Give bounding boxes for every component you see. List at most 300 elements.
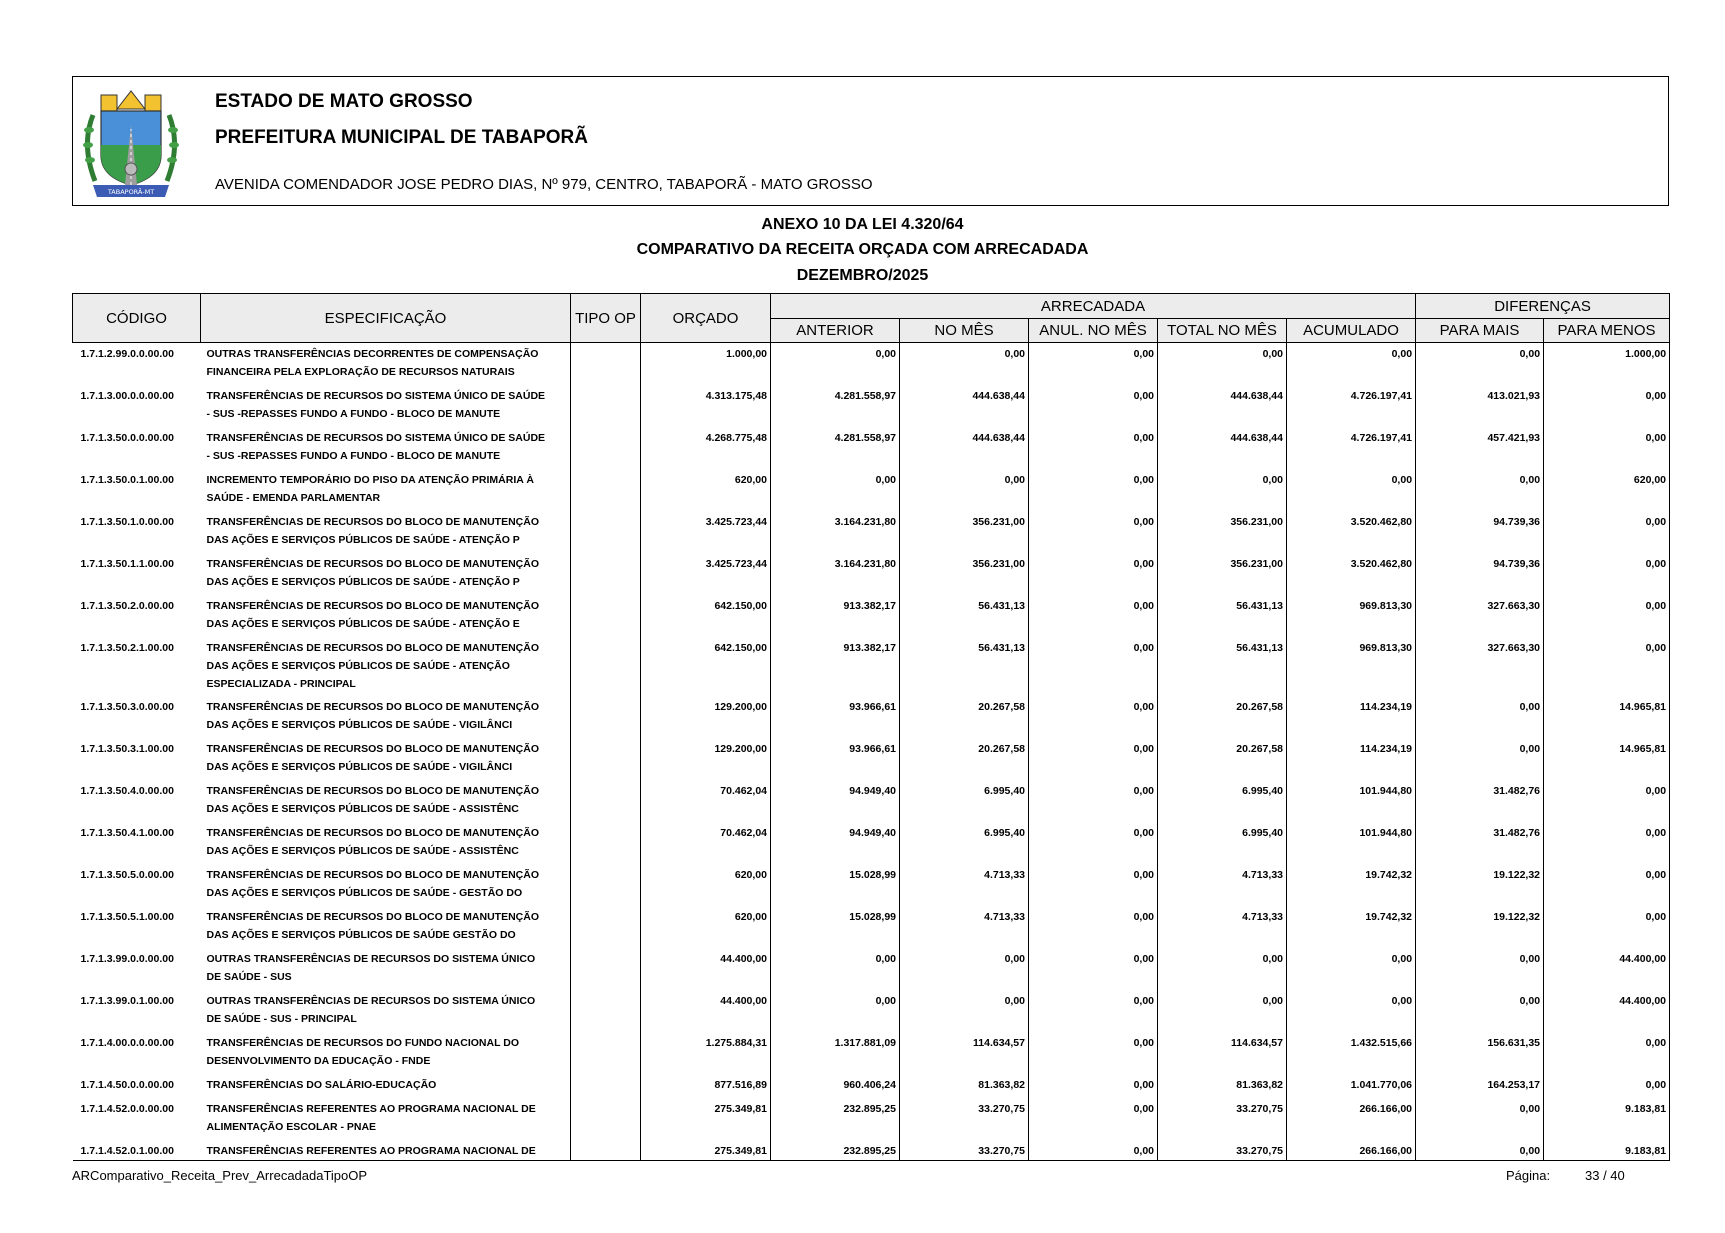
cell-anul-no-mes: 0,00	[1029, 990, 1158, 1032]
cell-para-mais: 31.482,76	[1416, 780, 1544, 822]
cell-orcado: 4.313.175,48	[641, 385, 771, 427]
cell-acumulado: 101.944,80	[1287, 822, 1416, 864]
cell-no-mes: 33.270,75	[900, 1140, 1029, 1161]
especificacao-line: - SUS -REPASSES FUNDO A FUNDO - BLOCO DE MANUTE	[206, 407, 501, 420]
table-row	[73, 948, 1670, 990]
cell-orcado: 3.425.723,44	[641, 553, 771, 595]
cell-tipo-op	[571, 1032, 641, 1074]
cell-para-menos: 14.965,81	[1544, 696, 1670, 738]
especificacao-line: TRANSFERÊNCIAS DE RECURSOS DO BLOCO DE MANUTENÇÃO	[206, 599, 540, 612]
cell-anul-no-mes: 0,00	[1029, 1098, 1158, 1140]
cell-especificacao	[201, 780, 571, 822]
cell-especificacao	[201, 864, 571, 906]
cell-acumulado: 0,00	[1287, 343, 1416, 385]
cell-orcado: 1.275.884,31	[641, 1032, 771, 1074]
cell-orcado: 275.349,81	[641, 1098, 771, 1140]
cell-para-mais: 19.122,32	[1416, 864, 1544, 906]
especificacao-line: - SUS -REPASSES FUNDO A FUNDO - BLOCO DE MANUTE	[206, 449, 501, 462]
cell-codigo: 1.7.1.3.50.4.0.00.00	[80, 784, 174, 797]
cell-tipo-op	[571, 343, 641, 385]
cell-tipo-op	[571, 553, 641, 595]
cell-anul-no-mes: 0,00	[1029, 385, 1158, 427]
especificacao-line: TRANSFERÊNCIAS DE RECURSOS DO BLOCO DE MANUTENÇÃO	[206, 515, 540, 528]
cell-acumulado: 114.234,19	[1287, 738, 1416, 780]
table-body	[73, 343, 1670, 1161]
cell-para-mais: 0,00	[1416, 343, 1544, 385]
cell-codigo: 1.7.1.3.00.0.0.00.00	[80, 389, 174, 402]
cell-para-menos: 0,00	[1544, 511, 1670, 553]
cell-tipo-op	[571, 948, 641, 990]
cell-codigo: 1.7.1.3.50.5.0.00.00	[80, 868, 174, 881]
cell-orcado: 44.400,00	[641, 948, 771, 990]
cell-codigo: 1.7.1.3.50.2.1.00.00	[80, 641, 174, 654]
cell-no-mes: 20.267,58	[900, 738, 1029, 780]
cell-total-no-mes: 20.267,58	[1158, 696, 1287, 738]
cell-orcado: 620,00	[641, 469, 771, 511]
cell-codigo: 1.7.1.3.50.0.0.00.00	[80, 431, 174, 444]
cell-anterior: 94.949,40	[771, 822, 900, 864]
cell-no-mes: 114.634,57	[900, 1032, 1029, 1074]
especificacao-line: TRANSFERÊNCIAS DE RECURSOS DO BLOCO DE MANUTENÇÃO	[206, 868, 540, 881]
cell-codigo: 1.7.1.3.50.2.0.00.00	[80, 599, 174, 612]
especificacao-line: FINANCEIRA PELA EXPLORAÇÃO DE RECURSOS NATURAIS	[206, 366, 515, 378]
table-row	[73, 780, 1670, 822]
cell-para-menos: 0,00	[1544, 427, 1670, 469]
cell-total-no-mes: 81.363,82	[1158, 1074, 1287, 1098]
cell-codigo: 1.7.1.3.50.1.1.00.00	[80, 557, 174, 570]
especificacao-line: TRANSFERÊNCIAS DE RECURSOS DO SISTEMA ÚNICO DE SAÚDE	[206, 431, 546, 444]
cell-no-mes: 0,00	[900, 948, 1029, 990]
cell-no-mes: 6.995,40	[900, 822, 1029, 864]
col-header-especificacao: ESPECIFICAÇÃO	[201, 294, 571, 343]
cell-tipo-op	[571, 990, 641, 1032]
page-label: Página:	[1506, 1168, 1551, 1183]
header-box	[72, 76, 1669, 206]
cell-anterior: 3.164.231,80	[771, 553, 900, 595]
cell-para-mais: 457.421,93	[1416, 427, 1544, 469]
table-row	[73, 990, 1670, 1032]
cell-tipo-op	[571, 427, 641, 469]
cell-total-no-mes: 20.267,58	[1158, 738, 1287, 780]
cell-especificacao	[201, 595, 571, 637]
cell-anul-no-mes: 0,00	[1029, 511, 1158, 553]
especificacao-line: DAS AÇÕES E SERVIÇOS PÚBLICOS DE SAÚDE - ATENÇÃO E	[206, 617, 520, 630]
especificacao-line: TRANSFERÊNCIAS DE RECURSOS DO BLOCO DE MANUTENÇÃO	[206, 557, 540, 570]
cell-no-mes: 0,00	[900, 343, 1029, 385]
cell-anterior: 3.164.231,80	[771, 511, 900, 553]
cell-no-mes: 6.995,40	[900, 780, 1029, 822]
cell-para-menos: 9.183,81	[1544, 1098, 1670, 1140]
cell-no-mes: 444.638,44	[900, 385, 1029, 427]
cell-anterior: 1.317.881,09	[771, 1032, 900, 1074]
cell-para-menos: 0,00	[1544, 595, 1670, 637]
cell-para-menos: 0,00	[1544, 637, 1670, 696]
cell-anul-no-mes: 0,00	[1029, 1140, 1158, 1161]
cell-acumulado: 3.520.462,80	[1287, 511, 1416, 553]
cell-codigo: 1.7.1.4.50.0.0.00.00	[80, 1078, 174, 1091]
table-row	[73, 343, 1670, 385]
cell-para-mais: 19.122,32	[1416, 906, 1544, 948]
cell-no-mes: 0,00	[900, 469, 1029, 511]
cell-acumulado: 0,00	[1287, 990, 1416, 1032]
municipal-crest-logo	[79, 85, 183, 201]
especificacao-line: OUTRAS TRANSFERÊNCIAS DE RECURSOS DO SISTEMA ÚNICO	[206, 952, 536, 965]
cell-tipo-op	[571, 906, 641, 948]
cell-anterior: 0,00	[771, 343, 900, 385]
table-row	[73, 1098, 1670, 1140]
col-group-diferencas: DIFERENÇAS	[1416, 294, 1670, 319]
cell-para-mais: 164.253,17	[1416, 1074, 1544, 1098]
cell-codigo: 1.7.1.3.50.3.0.00.00	[80, 700, 174, 713]
cell-anterior: 232.895,25	[771, 1140, 900, 1161]
cell-orcado: 44.400,00	[641, 990, 771, 1032]
especificacao-line: TRANSFERÊNCIAS DE RECURSOS DO BLOCO DE MANUTENÇÃO	[206, 826, 540, 839]
cell-no-mes: 4.713,33	[900, 864, 1029, 906]
cell-tipo-op	[571, 780, 641, 822]
cell-codigo: 1.7.1.3.99.0.0.00.00	[80, 952, 174, 965]
cell-acumulado: 1.041.770,06	[1287, 1074, 1416, 1098]
cell-especificacao	[201, 822, 571, 864]
cell-anterior: 94.949,40	[771, 780, 900, 822]
cell-acumulado: 4.726.197,41	[1287, 385, 1416, 427]
state-title: ESTADO DE MATO GROSSO	[215, 91, 473, 112]
revenue-comparison-table	[72, 293, 1670, 1161]
especificacao-line: DESENVOLVIMENTO DA EDUCAÇÃO - FNDE	[206, 1054, 431, 1067]
col-header-para-menos: PARA MENOS	[1544, 319, 1670, 343]
cell-total-no-mes: 444.638,44	[1158, 427, 1287, 469]
cell-anterior: 913.382,17	[771, 637, 900, 696]
cell-para-mais: 156.631,35	[1416, 1032, 1544, 1074]
page-number: 33 / 40	[1585, 1168, 1625, 1183]
col-header-acumulado: ACUMULADO	[1287, 319, 1416, 343]
cell-total-no-mes: 356.231,00	[1158, 553, 1287, 595]
cell-para-mais: 327.663,30	[1416, 637, 1544, 696]
cell-especificacao	[201, 1074, 571, 1098]
cell-orcado: 70.462,04	[641, 780, 771, 822]
cell-orcado: 3.425.723,44	[641, 511, 771, 553]
cell-anterior: 93.966,61	[771, 738, 900, 780]
cell-acumulado: 0,00	[1287, 948, 1416, 990]
cell-codigo: 1.7.1.3.50.4.1.00.00	[80, 826, 174, 839]
cell-acumulado: 266.166,00	[1287, 1140, 1416, 1161]
cell-anul-no-mes: 0,00	[1029, 822, 1158, 864]
col-header-total-no-mes: TOTAL NO MÊS	[1158, 319, 1287, 343]
cell-no-mes: 81.363,82	[900, 1074, 1029, 1098]
cell-anul-no-mes: 0,00	[1029, 553, 1158, 595]
cell-total-no-mes: 4.713,33	[1158, 864, 1287, 906]
report-title-annex: ANEXO 10 DA LEI 4.320/64	[761, 216, 964, 233]
cell-anul-no-mes: 0,00	[1029, 948, 1158, 990]
cell-codigo: 1.7.1.2.99.0.0.00.00	[80, 348, 174, 360]
cell-total-no-mes: 33.270,75	[1158, 1140, 1287, 1161]
especificacao-line: DAS AÇÕES E SERVIÇOS PÚBLICOS DE SAÚDE GESTÃO DO	[206, 928, 516, 941]
cell-acumulado: 101.944,80	[1287, 780, 1416, 822]
col-header-para-mais: PARA MAIS	[1416, 319, 1544, 343]
cell-especificacao	[201, 738, 571, 780]
especificacao-line: DE SAÚDE - SUS - PRINCIPAL	[206, 1012, 357, 1025]
cell-tipo-op	[571, 385, 641, 427]
especificacao-line: DAS AÇÕES E SERVIÇOS PÚBLICOS DE SAÚDE - ASSISTÊNC	[206, 802, 519, 815]
cell-anterior: 913.382,17	[771, 595, 900, 637]
cell-para-mais: 413.021,93	[1416, 385, 1544, 427]
cell-para-mais: 0,00	[1416, 738, 1544, 780]
cell-especificacao	[201, 637, 571, 696]
cell-codigo: 1.7.1.3.50.0.1.00.00	[80, 473, 174, 486]
cell-especificacao	[201, 343, 571, 385]
cell-anterior: 15.028,99	[771, 864, 900, 906]
cell-acumulado: 19.742,32	[1287, 864, 1416, 906]
cell-total-no-mes: 0,00	[1158, 948, 1287, 990]
cell-total-no-mes: 6.995,40	[1158, 822, 1287, 864]
cell-total-no-mes: 0,00	[1158, 343, 1287, 385]
cell-no-mes: 356.231,00	[900, 553, 1029, 595]
cell-anul-no-mes: 0,00	[1029, 780, 1158, 822]
cell-acumulado: 1.432.515,66	[1287, 1032, 1416, 1074]
col-header-codigo: CÓDIGO	[73, 294, 201, 343]
cell-anul-no-mes: 0,00	[1029, 738, 1158, 780]
cell-para-mais: 0,00	[1416, 1140, 1544, 1161]
cell-anterior: 960.406,24	[771, 1074, 900, 1098]
cell-para-menos: 14.965,81	[1544, 738, 1670, 780]
cell-acumulado: 969.813,30	[1287, 637, 1416, 696]
report-period: DEZEMBRO/2025	[796, 267, 929, 284]
cell-total-no-mes: 356.231,00	[1158, 511, 1287, 553]
cell-especificacao	[201, 696, 571, 738]
cell-no-mes: 56.431,13	[900, 637, 1029, 696]
cell-total-no-mes: 56.431,13	[1158, 595, 1287, 637]
cell-para-menos: 0,00	[1544, 385, 1670, 427]
cell-especificacao	[201, 990, 571, 1032]
cell-tipo-op	[571, 469, 641, 511]
especificacao-line: ALIMENTAÇÃO ESCOLAR - PNAE	[206, 1120, 377, 1133]
table-row	[73, 1074, 1670, 1098]
especificacao-line: TRANSFERÊNCIAS DO SALÁRIO-EDUCAÇÃO	[206, 1078, 437, 1091]
table-row	[73, 595, 1670, 637]
especificacao-line: SAÚDE - EMENDA PARLAMENTAR	[206, 491, 381, 504]
cell-no-mes: 444.638,44	[900, 427, 1029, 469]
especificacao-line: TRANSFERÊNCIAS DE RECURSOS DO BLOCO DE MANUTENÇÃO	[206, 641, 540, 654]
cell-tipo-op	[571, 1074, 641, 1098]
cell-orcado: 1.000,00	[641, 343, 771, 385]
especificacao-line: INCREMENTO TEMPORÁRIO DO PISO DA ATENÇÃO PRIMÁRIA À	[206, 473, 534, 486]
cell-orcado: 129.200,00	[641, 696, 771, 738]
cell-no-mes: 20.267,58	[900, 696, 1029, 738]
cell-para-mais: 94.739,36	[1416, 511, 1544, 553]
cell-orcado: 620,00	[641, 906, 771, 948]
cell-anul-no-mes: 0,00	[1029, 343, 1158, 385]
cell-total-no-mes: 4.713,33	[1158, 906, 1287, 948]
cell-tipo-op	[571, 738, 641, 780]
cell-acumulado: 0,00	[1287, 469, 1416, 511]
cell-anul-no-mes: 0,00	[1029, 469, 1158, 511]
address-line: AVENIDA COMENDADOR JOSE PEDRO DIAS, Nº 979, CENTRO, TABAPORÃ - MATO GROSSO	[215, 176, 873, 193]
cell-para-mais: 0,00	[1416, 469, 1544, 511]
cell-no-mes: 4.713,33	[900, 906, 1029, 948]
cell-acumulado: 4.726.197,41	[1287, 427, 1416, 469]
cell-codigo: 1.7.1.3.50.3.1.00.00	[80, 742, 174, 755]
table-row	[73, 738, 1670, 780]
table-row	[73, 553, 1670, 595]
cell-no-mes: 33.270,75	[900, 1098, 1029, 1140]
cell-para-menos: 0,00	[1544, 780, 1670, 822]
especificacao-line: DAS AÇÕES E SERVIÇOS PÚBLICOS DE SAÚDE - GESTÃO DO	[206, 886, 523, 899]
cell-orcado: 70.462,04	[641, 822, 771, 864]
cell-para-menos: 44.400,00	[1544, 948, 1670, 990]
cell-codigo: 1.7.1.3.99.0.1.00.00	[80, 994, 174, 1007]
table-row	[73, 427, 1670, 469]
crest-ribbon-text: TABAPORÃ-MT	[107, 188, 155, 196]
cell-para-menos: 1.000,00	[1544, 343, 1670, 385]
cell-orcado: 877.516,89	[641, 1074, 771, 1098]
cell-especificacao	[201, 1140, 571, 1161]
especificacao-line: DAS AÇÕES E SERVIÇOS PÚBLICOS DE SAÚDE - VIGILÂNCI	[206, 760, 513, 773]
cell-especificacao	[201, 553, 571, 595]
cell-para-menos: 0,00	[1544, 1074, 1670, 1098]
cell-total-no-mes: 0,00	[1158, 990, 1287, 1032]
cell-para-menos: 9.183,81	[1544, 1140, 1670, 1161]
cell-para-mais: 0,00	[1416, 990, 1544, 1032]
col-group-arrecadada: ARRECADADA	[771, 294, 1416, 319]
table-row	[73, 864, 1670, 906]
cell-especificacao	[201, 948, 571, 990]
table-row	[73, 469, 1670, 511]
cell-tipo-op	[571, 1098, 641, 1140]
cell-orcado: 642.150,00	[641, 595, 771, 637]
cell-tipo-op	[571, 1140, 641, 1161]
cell-orcado: 620,00	[641, 864, 771, 906]
cell-acumulado: 266.166,00	[1287, 1098, 1416, 1140]
especificacao-line: TRANSFERÊNCIAS DE RECURSOS DO BLOCO DE MANUTENÇÃO	[206, 742, 540, 755]
cell-anterior: 0,00	[771, 948, 900, 990]
cell-especificacao	[201, 1098, 571, 1140]
cell-especificacao	[201, 469, 571, 511]
especificacao-line: DE SAÚDE - SUS	[206, 970, 292, 983]
cell-especificacao	[201, 511, 571, 553]
cell-anterior: 4.281.558,97	[771, 385, 900, 427]
cell-codigo: 1.7.1.4.00.0.0.00.00	[80, 1036, 174, 1049]
cell-total-no-mes: 444.638,44	[1158, 385, 1287, 427]
cell-anul-no-mes: 0,00	[1029, 864, 1158, 906]
col-header-anul-no-mes: ANUL. NO MÊS	[1029, 319, 1158, 343]
cell-no-mes: 356.231,00	[900, 511, 1029, 553]
especificacao-line: DAS AÇÕES E SERVIÇOS PÚBLICOS DE SAÚDE - ATENÇÃO P	[206, 533, 520, 546]
cell-anterior: 232.895,25	[771, 1098, 900, 1140]
cell-anul-no-mes: 0,00	[1029, 1032, 1158, 1074]
cell-anterior: 93.966,61	[771, 696, 900, 738]
especificacao-line: TRANSFERÊNCIAS REFERENTES AO PROGRAMA NACIONAL DE	[206, 1144, 536, 1157]
cell-orcado: 4.268.775,48	[641, 427, 771, 469]
cell-especificacao	[201, 427, 571, 469]
especificacao-line: DAS AÇÕES E SERVIÇOS PÚBLICOS DE SAÚDE - VIGILÂNCI	[206, 718, 513, 731]
table-row	[73, 1032, 1670, 1074]
cell-tipo-op	[571, 696, 641, 738]
report-file-name: ARComparativo_Receita_Prev_ArrecadadaTipoOP	[72, 1168, 368, 1183]
especificacao-line: TRANSFERÊNCIAS REFERENTES AO PROGRAMA NACIONAL DE	[206, 1102, 536, 1115]
cell-tipo-op	[571, 637, 641, 696]
cell-codigo: 1.7.1.4.52.0.0.00.00	[80, 1102, 174, 1115]
cell-tipo-op	[571, 511, 641, 553]
cell-anul-no-mes: 0,00	[1029, 1074, 1158, 1098]
cell-para-menos: 0,00	[1544, 553, 1670, 595]
cell-orcado: 129.200,00	[641, 738, 771, 780]
col-header-anterior: ANTERIOR	[771, 319, 900, 343]
cell-para-mais: 94.739,36	[1416, 553, 1544, 595]
col-header-tipo-op: TIPO OP	[571, 294, 641, 343]
cell-especificacao	[201, 906, 571, 948]
cell-anterior: 4.281.558,97	[771, 427, 900, 469]
col-header-orcado: ORÇADO	[641, 294, 771, 343]
cell-para-menos: 0,00	[1544, 1032, 1670, 1074]
cell-total-no-mes: 6.995,40	[1158, 780, 1287, 822]
cell-orcado: 642.150,00	[641, 637, 771, 696]
cell-para-menos: 620,00	[1544, 469, 1670, 511]
especificacao-line: TRANSFERÊNCIAS DE RECURSOS DO BLOCO DE MANUTENÇÃO	[206, 700, 540, 713]
especificacao-line: OUTRAS TRANSFERÊNCIAS DE RECURSOS DO SISTEMA ÚNICO	[206, 994, 536, 1007]
cell-anterior: 0,00	[771, 469, 900, 511]
cell-anul-no-mes: 0,00	[1029, 906, 1158, 948]
table-row	[73, 696, 1670, 738]
cell-tipo-op	[571, 822, 641, 864]
especificacao-line: TRANSFERÊNCIAS DE RECURSOS DO BLOCO DE MANUTENÇÃO	[206, 910, 540, 923]
cell-para-menos: 44.400,00	[1544, 990, 1670, 1032]
especificacao-line: DAS AÇÕES E SERVIÇOS PÚBLICOS DE SAÚDE - ATENÇÃO P	[206, 575, 520, 588]
especificacao-line: TRANSFERÊNCIAS DE RECURSOS DO BLOCO DE MANUTENÇÃO	[206, 784, 540, 797]
cell-acumulado: 19.742,32	[1287, 906, 1416, 948]
cell-para-mais: 0,00	[1416, 696, 1544, 738]
cell-anul-no-mes: 0,00	[1029, 595, 1158, 637]
cell-total-no-mes: 0,00	[1158, 469, 1287, 511]
table-row	[73, 822, 1670, 864]
cell-anterior: 15.028,99	[771, 906, 900, 948]
report-title-main: COMPARATIVO DA RECEITA ORÇADA COM ARRECADADA	[636, 241, 1089, 258]
table-row	[73, 511, 1670, 553]
especificacao-line: DAS AÇÕES E SERVIÇOS PÚBLICOS DE SAÚDE - ATENÇÃO	[206, 659, 510, 672]
cell-anterior: 0,00	[771, 990, 900, 1032]
cell-total-no-mes: 114.634,57	[1158, 1032, 1287, 1074]
cell-anul-no-mes: 0,00	[1029, 696, 1158, 738]
cell-especificacao	[201, 1032, 571, 1074]
table-row	[73, 385, 1670, 427]
cell-total-no-mes: 33.270,75	[1158, 1098, 1287, 1140]
cell-codigo: 1.7.1.4.52.0.1.00.00	[73, 1140, 201, 1161]
cell-orcado: 275.349,81	[641, 1140, 771, 1161]
especificacao-line: DAS AÇÕES E SERVIÇOS PÚBLICOS DE SAÚDE - ASSISTÊNC	[206, 844, 519, 857]
cell-tipo-op	[571, 595, 641, 637]
cell-para-mais: 327.663,30	[1416, 595, 1544, 637]
cell-anul-no-mes: 0,00	[1029, 427, 1158, 469]
cell-para-mais: 0,00	[1416, 1098, 1544, 1140]
col-header-no-mes: NO MÊS	[900, 319, 1029, 343]
cell-acumulado: 114.234,19	[1287, 696, 1416, 738]
cell-para-mais: 0,00	[1416, 948, 1544, 990]
prefecture-title: PREFEITURA MUNICIPAL DE TABAPORÃ	[215, 127, 588, 148]
cell-codigo: 1.7.1.3.50.5.1.00.00	[80, 910, 174, 923]
table-row	[73, 906, 1670, 948]
especificacao-line: ESPECIALIZADA - PRINCIPAL	[206, 677, 356, 690]
cell-para-menos: 0,00	[1544, 906, 1670, 948]
especificacao-line: TRANSFERÊNCIAS DE RECURSOS DO SISTEMA ÚNICO DE SAÚDE	[206, 389, 546, 402]
cell-codigo: 1.7.1.3.50.1.0.00.00	[80, 515, 174, 528]
table-row	[73, 637, 1670, 696]
cell-no-mes: 0,00	[900, 990, 1029, 1032]
especificacao-line: TRANSFERÊNCIAS DE RECURSOS DO FUNDO NACIONAL DO	[206, 1036, 519, 1049]
cell-no-mes: 56.431,13	[900, 595, 1029, 637]
cell-anul-no-mes: 0,00	[1029, 637, 1158, 696]
table-row	[73, 1140, 1670, 1161]
especificacao-line: OUTRAS TRANSFERÊNCIAS DECORRENTES DE COMPENSAÇÃO	[206, 348, 539, 360]
cell-acumulado: 3.520.462,80	[1287, 553, 1416, 595]
cell-total-no-mes: 56.431,13	[1158, 637, 1287, 696]
